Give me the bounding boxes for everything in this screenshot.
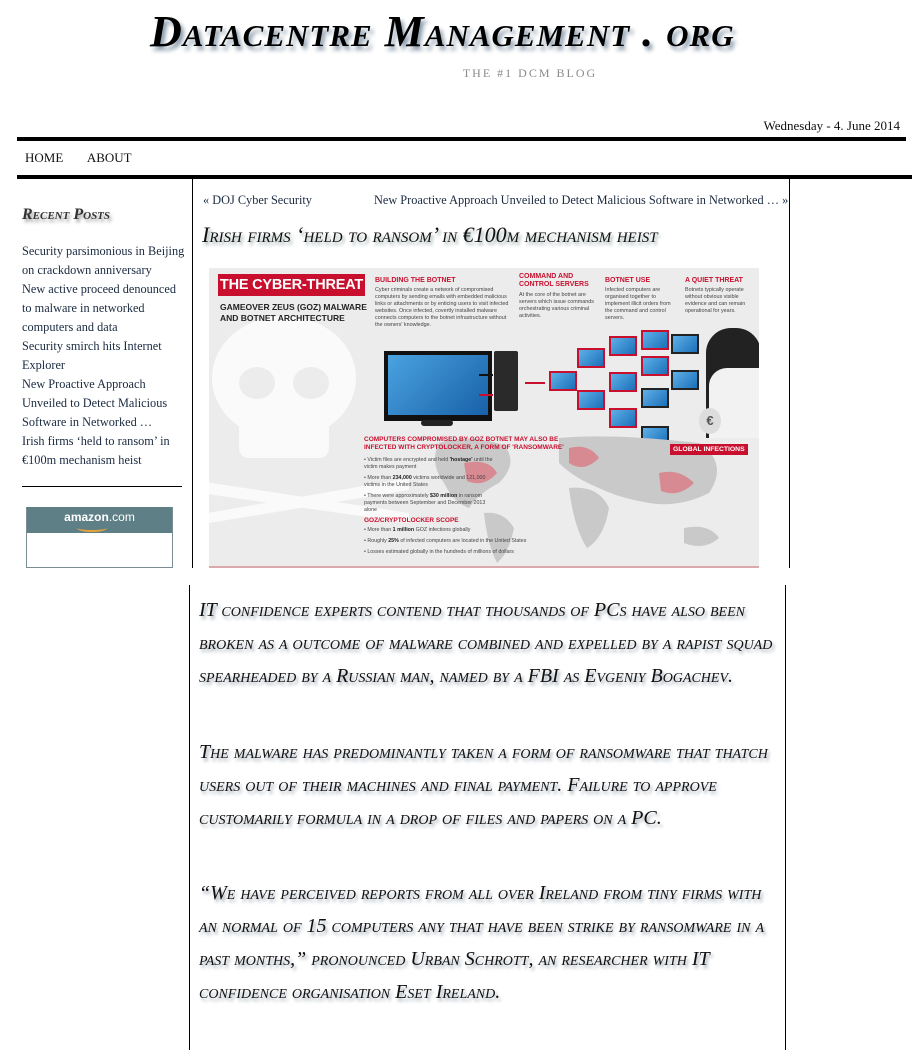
point-text: Victim files are encrypted and held [367, 457, 450, 463]
section-heading: COMMAND AND CONTROL SERVERS [519, 273, 589, 288]
botnet-computer-icon [641, 330, 669, 350]
scope-points [364, 527, 554, 560]
section-text: Infected computers are organised together to implement illicit orders from the command and control servers. [605, 287, 671, 321]
section-heading: BUILDING THE BOTNET [375, 277, 456, 284]
list-item [22, 242, 187, 280]
infographic-subtitle-line: AND BOTNET ARCHITECTURE [220, 313, 345, 323]
nav-divider [17, 175, 912, 179]
section-heading: BOTNET USE [605, 277, 651, 284]
botnet-computer-icon [577, 348, 605, 368]
section-heading: A QUIET THREAT [685, 277, 743, 284]
post-title: Irish firms ‘held to ransom’ in €100m mechanism heist [202, 222, 658, 247]
point-text: Losses estimated globally in the hundreds of millions of dollars [367, 549, 514, 555]
botnet-computer-icon [671, 334, 699, 354]
botnet-computer-icon [641, 356, 669, 376]
amazon-logo [27, 507, 172, 533]
list-item [22, 337, 187, 375]
botnet-computer-icon [671, 370, 699, 390]
point-text: There were approximately [367, 493, 430, 499]
section-text: Botnets typically operate without obvious visible evidence and can remain operational for years. [685, 287, 746, 314]
infographic-bottom-rule [209, 566, 759, 568]
botnet-computer-icon [641, 388, 669, 408]
recent-post-link[interactable]: Irish firms ‘held to ransom’ in €100m mechanism heist [22, 434, 170, 467]
sidebar-border [192, 178, 193, 568]
botnet-computer-icon [609, 372, 637, 392]
botnet-computer-icon [577, 390, 605, 410]
arrow-icon [479, 394, 493, 396]
point-bold: 1 million [392, 527, 415, 533]
section-text: Cyber criminals create a network of compromised computers by sending emails with embedded malicious links or attachments or by enticing users to visit infected websites. Once infected, covertly installed malware connects computers to the botnet infrastructure without the owners' knowledge. [375, 287, 509, 328]
monitor-stand [421, 420, 453, 426]
scope-heading: GOZ/CRYPTOLOCKER SCOPE [364, 517, 459, 524]
previous-post-link[interactable]: « DOJ Cyber Security [203, 193, 312, 207]
cryptolocker-heading: COMPUTERS COMPROMISED BY GOZ BOTNET MAY ALSO BE INFECTED WITH CRYPTOLOCKER, A FORM OF 'RANSOMWARE' [364, 436, 564, 451]
recent-post-link[interactable]: Security smirch hits Internet Explorer [22, 339, 162, 372]
article-paragraph: IT confidence experts contend that thousands of PCs have also been broken as a outcome of malware combined and expelled by a rapist squad spearheaded by a Russian man, named by a FBI as Evgeniy Bogachev. [199, 599, 773, 687]
nav-home-link[interactable]: HOME [25, 150, 64, 165]
global-infections-badge: GLOBAL INFECTIONS [670, 444, 748, 455]
recent-post-link[interactable]: New active proceed denounced to malware in networked computers and data [22, 282, 176, 334]
list-item: • Losses estimated globally in the hundreds of millions of dollars [364, 549, 514, 555]
point-text: in ransom payments between September and December 2013 alone [364, 493, 486, 513]
botnet-computer-icon [549, 371, 577, 391]
sidebar-divider [22, 486, 182, 487]
recent-posts-list [22, 242, 187, 470]
point-bold: 234,000 [392, 475, 412, 481]
point-text: of infected computers are located in the United States [398, 538, 527, 544]
infected-monitor-icon [384, 351, 492, 421]
point-text: Roughly [367, 538, 389, 544]
point-text: GOZ infections globally [414, 527, 471, 533]
arrow-icon [525, 382, 545, 384]
article-paragraph: The malware has predominantly taken a form of ransomware that thatch users out of their machines and final payment. Failure to approve customarily formula in a drop of files and papers on a PC. [199, 741, 768, 829]
amazon-brand: amazon [64, 510, 109, 524]
point-bold: 'hostage' [449, 457, 473, 463]
money-bag-icon: € [699, 408, 721, 434]
infographic-subtitle [220, 302, 367, 324]
infographic-subtitle-line: GAMEOVER ZEUS (GOZ) MALWARE [220, 302, 367, 312]
point-bold: 25% [388, 538, 399, 544]
content-border-left-lower [189, 585, 190, 1050]
infographic-banner: THE CYBER-THREAT [218, 274, 365, 296]
botnet-computer-icon [609, 408, 637, 428]
article-paragraph: “We have perceived reports from all over Ireland from tiny firms with an normal of 15 computers any that have been strike by ransomware in a past months,” pronounced Urban Schrott, an researcher with IT confidence organisation Eset Ireland. [199, 882, 764, 1003]
list-item [22, 280, 187, 337]
list-item [22, 375, 187, 432]
current-date: Wednesday - 4. June 2014 [763, 118, 900, 133]
botnet-computer-icon [609, 336, 637, 356]
amazon-smile-icon [77, 524, 107, 532]
nav-about-link[interactable]: ABOUT [86, 150, 132, 165]
content-border-right-lower [785, 585, 786, 1050]
section-text: At the core of the botnet are servers which issue commands orchestrating various criminal activities. [519, 292, 594, 319]
point-text: victims worldwide and 121,000 victims in the United States [364, 475, 486, 488]
server-tower-icon [494, 351, 518, 411]
recent-post-link[interactable]: Security parsimonious in Beijing on crackdown anniversary [22, 244, 185, 277]
cryptolocker-points [364, 457, 494, 518]
point-text: until the victim makes payment [364, 457, 493, 470]
header-divider [17, 137, 906, 141]
recent-posts-heading: Recent Posts [22, 206, 111, 223]
list-item: • Victim files are encrypted and held 'hostage' until the victim makes payment [364, 457, 493, 470]
list-item: • More than 234,000 victims worldwide and 121,000 victims in the United States [364, 475, 486, 488]
list-item: • There were approximately $30 million in ransom payments between September and December 2013 alone [364, 493, 486, 513]
content-border-right [789, 178, 790, 568]
recent-post-link[interactable]: New Proactive Approach Unveiled to Detect Malicious Software in Networked … [22, 377, 168, 429]
main-nav [25, 150, 153, 166]
site-tagline: THE #1 DCM BLOG [462, 66, 598, 80]
amazon-suffix: .com [108, 510, 135, 524]
point-text: More than [367, 475, 393, 481]
arrow-icon [479, 374, 493, 376]
cyber-threat-infographic [209, 268, 759, 568]
list-item: • More than 1 million GOZ infections globally [364, 527, 471, 533]
list-item: • Roughly 25% of infected computers are located in the United States [364, 538, 527, 544]
list-item [22, 432, 187, 470]
site-title[interactable]: Datacentre Management . org [150, 7, 735, 56]
amazon-widget[interactable] [26, 507, 173, 568]
point-text: More than [367, 527, 393, 533]
next-post-link[interactable]: New Proactive Approach Unveiled to Detect Malicious Software in Networked … » [374, 193, 789, 207]
point-bold: $30 million [429, 493, 458, 499]
